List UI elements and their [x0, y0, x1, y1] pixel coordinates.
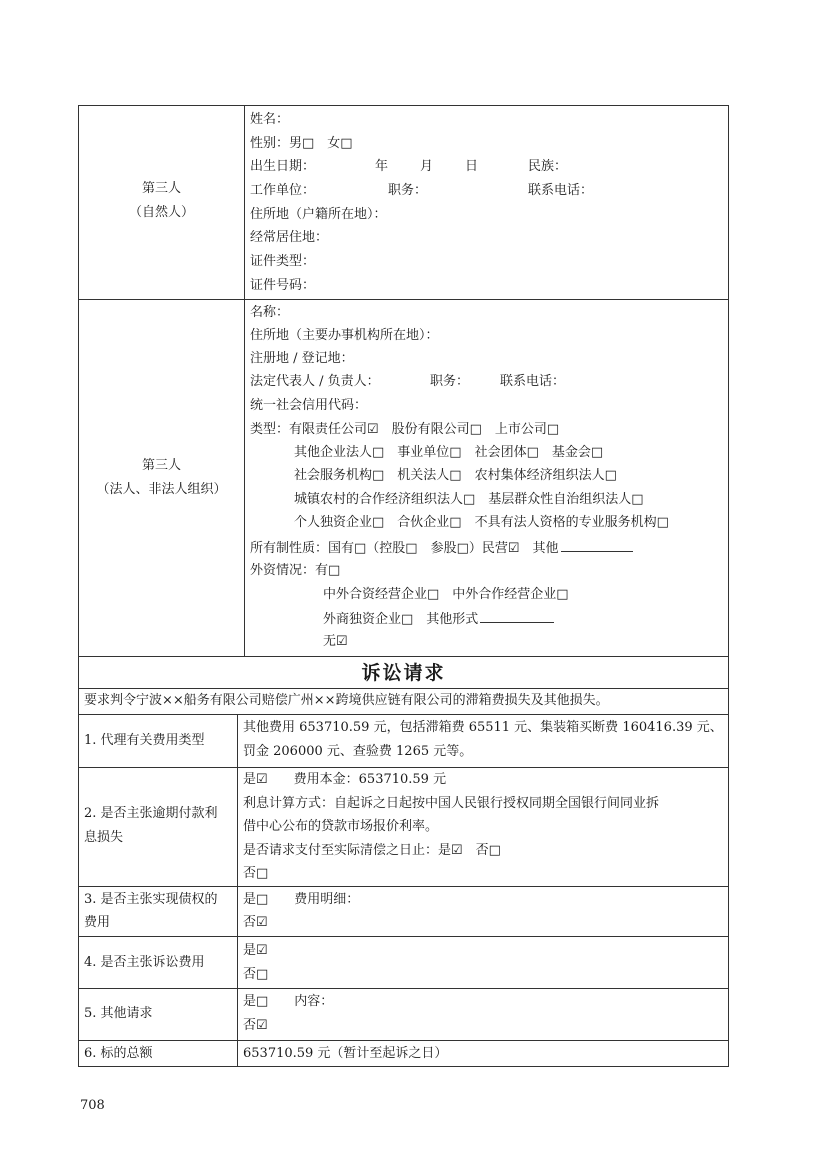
row5-line-2: 否☑	[243, 1018, 268, 1033]
dob-month: 月	[420, 159, 434, 174]
id-type-field: 证件类型：	[250, 254, 316, 269]
row3-label-2: 费用	[84, 915, 111, 930]
claims-intro: 要求判令宁波××船务有限公司赔偿广州××跨境供应链有限公司的滞箱费损失及其他损失。	[84, 693, 609, 708]
row2-label-1: 2. 是否主张逾期付款利	[84, 806, 218, 821]
row6-label: 6. 标的总额	[84, 1046, 153, 1061]
org-type-line-2: 其他企业法人□ 事业单位□ 社会团体□ 基金会□	[294, 445, 604, 460]
org-type-line-4: 城镇农村的合作经济组织法人□ 基层群众性自治组织法人□	[294, 492, 644, 507]
dob-year: 年	[375, 159, 389, 174]
org-type-line-3: 社会服务机构□ 机关法人□ 农村集体经济组织法人□	[294, 468, 617, 483]
row1-line-2: 罚金 206000 元、查验费 1265 元等。	[243, 744, 473, 759]
gender-field: 性别：男□ 女□	[250, 136, 353, 151]
legal-rep-position-field: 职务：	[430, 374, 470, 389]
row2-line-2: 利息计算方式：自起诉之日起按中国人民银行授权同期全国银行间同业拆	[243, 796, 660, 811]
claims-heading: 诉讼请求	[361, 662, 446, 684]
legal-rep-field: 法定代表人 / 负责人：	[250, 374, 380, 389]
row2-label-2: 息损失	[84, 830, 124, 845]
id-number-field: 证件号码：	[250, 278, 316, 293]
ownership-text: 所有制性质：国有□（控股□ 参股□）民营☑ 其他	[250, 541, 559, 556]
page-number: 708	[80, 1098, 105, 1113]
legal-rep-phone-field: 联系电话：	[500, 374, 566, 389]
natural-person-sublabel: （自然人）	[128, 205, 194, 220]
row2-line-3: 借中心公布的贷款市场报价利率。	[243, 819, 439, 834]
row4-label: 4. 是否主张诉讼费用	[84, 955, 205, 970]
org-type-line-1: 类型：有限责任公司☑ 股份有限公司□ 上市公司□	[250, 422, 560, 437]
row2-line-5: 否□	[243, 866, 269, 881]
foreign-other-blank	[480, 609, 554, 623]
legal-person-sublabel: （法人、非法人组织）	[96, 482, 227, 497]
phone-field: 联系电话：	[528, 183, 594, 198]
ethnicity-field: 民族：	[528, 159, 568, 174]
registration-place-field: 注册地 / 登记地：	[250, 351, 354, 366]
row3-line-2: 否☑	[243, 915, 268, 930]
dob-day: 日	[465, 159, 479, 174]
ownership-other-blank	[561, 538, 633, 552]
row1-label: 1. 代理有关费用类型	[84, 733, 205, 748]
org-name-field: 名称：	[250, 305, 290, 320]
legal-person-label: 第三人	[141, 458, 181, 473]
residence-field: 经常居住地：	[250, 230, 329, 245]
foreign-capital-line-2: 中外合资经营企业□ 中外合作经营企业□	[323, 587, 569, 602]
org-address-field: 住所地（主要办事机构所在地）：	[250, 328, 439, 343]
row4-line-2: 否□	[243, 967, 269, 982]
ownership-field	[250, 538, 633, 558]
credit-code-field: 统一社会信用代码：	[250, 398, 368, 413]
foreign-capital-line-3	[323, 609, 554, 629]
name-field: 姓名：	[250, 112, 290, 127]
row4-line-1: 是☑	[243, 943, 268, 958]
domicile-field: 住所地（户籍所在地）：	[250, 207, 387, 222]
foreign-capital-text: 外商独资企业□ 其他形式	[323, 612, 479, 627]
foreign-capital-field: 外资情况：有□	[250, 563, 341, 578]
org-type-line-5: 个人独资企业□ 合伙企业□ 不具有法人资格的专业服务机构□	[294, 515, 669, 530]
row3-label-1: 3. 是否主张实现债权的	[84, 892, 218, 907]
row2-line-4: 是否请求支付至实际清偿之日止：是☑ 否□	[243, 843, 501, 858]
row6-value: 653710.59 元（暂计至起诉之日）	[243, 1046, 448, 1061]
row3-line-1: 是□ 费用明细：	[243, 892, 360, 907]
foreign-capital-none: 无☑	[323, 634, 348, 649]
natural-person-label: 第三人	[141, 181, 181, 196]
row5-label: 5. 其他请求	[84, 1006, 153, 1021]
row5-line-1: 是□ 内容：	[243, 994, 334, 1009]
dob-field: 出生日期：	[250, 159, 316, 174]
position-field: 职务：	[388, 183, 428, 198]
row1-line-1: 其他费用 653710.59 元，包括滞箱费 65511 元、集装箱买断费 160416.39 元、	[243, 720, 723, 735]
row2-line-1: 是☑ 费用本金：653710.59 元	[243, 772, 447, 787]
employer-field: 工作单位：	[250, 183, 316, 198]
